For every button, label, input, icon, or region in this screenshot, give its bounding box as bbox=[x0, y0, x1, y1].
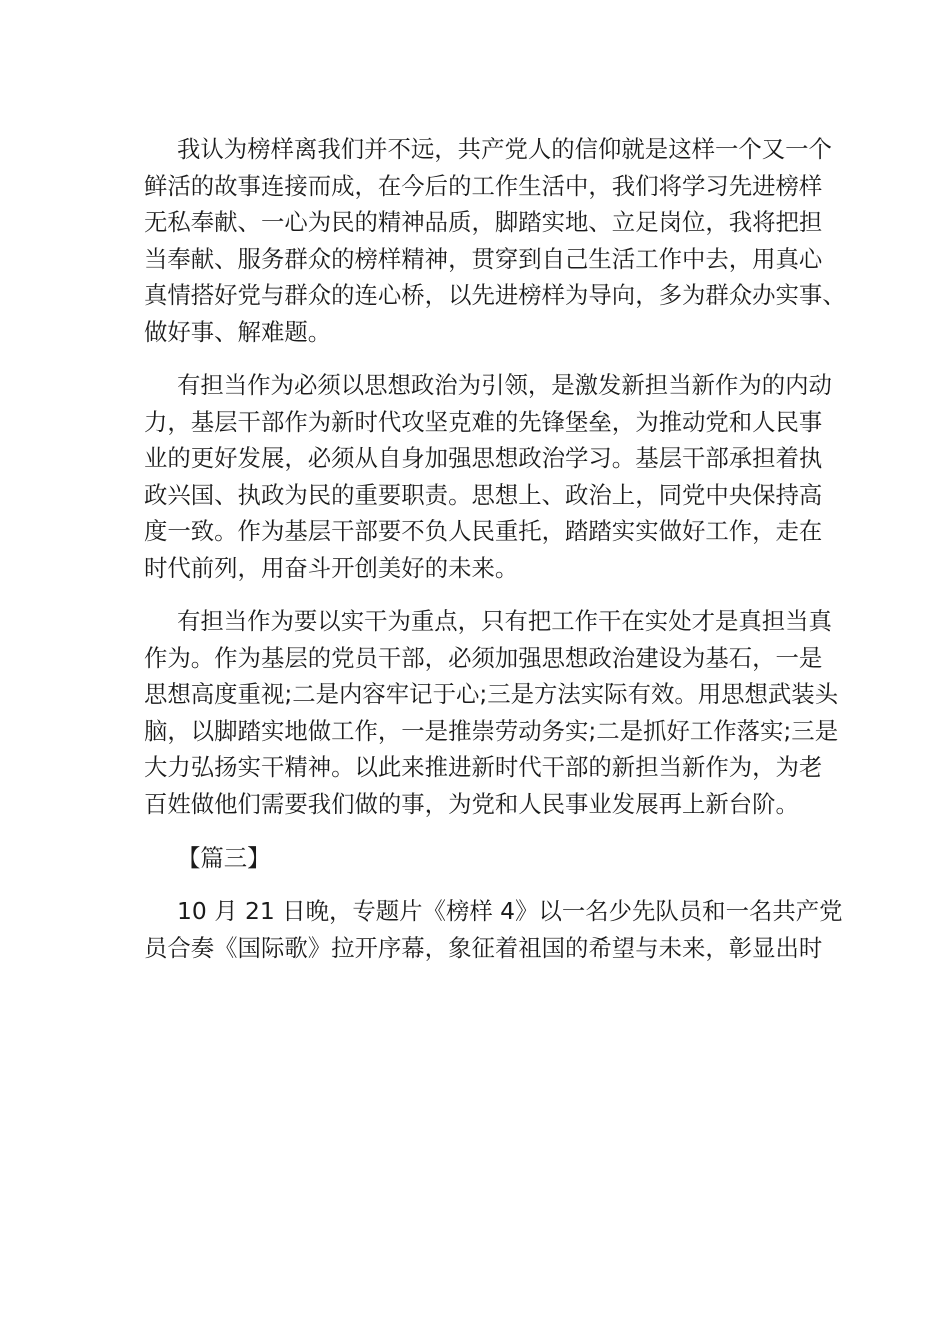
text-line: 思想高度重视;二是内容牢记于心;三是方法实际有效。用思想武装头 bbox=[144, 680, 839, 709]
paragraph-2 bbox=[144, 367, 832, 586]
text-line: 有担当作为要以实干为重点，只有把工作干在实处才是真担当真 bbox=[177, 607, 832, 636]
text-line: 业的更好发展，必须从自身加强思想政治学习。基层干部承担着执 bbox=[144, 444, 823, 473]
text-line: 脑，以脚踏实地做工作，一是推崇劳动务实;二是抓好工作落实;三是 bbox=[144, 716, 839, 745]
document-page bbox=[144, 131, 846, 983]
text-line: 有担当作为必须以思想政治为引领，是激发新担当新作为的内动 bbox=[177, 371, 832, 400]
paragraph-3 bbox=[144, 603, 839, 822]
text-line: 度一致。作为基层干部要不负人民重托，踏踏实实做好工作，走在 bbox=[144, 517, 823, 546]
text-line: 政兴国、执政为民的重要职责。思想上、政治上，同党中央保持高 bbox=[144, 480, 823, 509]
section-heading: 【篇三】 bbox=[177, 843, 271, 872]
text-line: 时代前列，用奋斗开创美好的未来。 bbox=[144, 553, 519, 582]
text-line: 力，基层干部作为新时代攻坚克难的先锋堡垒，为推动党和人民事 bbox=[144, 407, 823, 436]
text-line: 10 月 21 日晚，专题片《榜样 4》以一名少先队员和一名共产党 bbox=[177, 897, 843, 926]
text-line: 大力弘扬实干精神。以此来推进新时代干部的新担当新作为，为老 bbox=[144, 753, 823, 782]
text-line: 我认为榜样离我们并不远，共产党人的信仰就是这样一个又一个 bbox=[177, 135, 832, 163]
text-line: 当奉献、服务群众的榜样精神，贯穿到自己生活工作中去，用真心 bbox=[144, 244, 823, 273]
text-line: 百姓做他们需要我们做的事，为党和人民事业发展再上新台阶。 bbox=[144, 789, 799, 818]
text-line: 鲜活的故事连接而成，在今后的工作生活中，我们将学习先进榜样 bbox=[144, 171, 823, 200]
text-line: 真情搭好党与群众的连心桥，以先进榜样为导向，多为群众办实事、 bbox=[144, 281, 846, 309]
paragraph-1 bbox=[144, 131, 846, 350]
text-line: 做好事、解难题。 bbox=[144, 317, 332, 346]
text-line: 员合奏《国际歌》拉开序幕，象征着祖国的希望与未来，彰显出时 bbox=[144, 933, 823, 962]
paragraph-4 bbox=[144, 893, 843, 966]
text-line: 作为。作为基层的党员干部，必须加强思想政治建设为基石，一是 bbox=[144, 643, 823, 672]
text-line: 无私奉献、一心为民的精神品质，脚踏实地、立足岗位，我将把担 bbox=[144, 208, 823, 236]
